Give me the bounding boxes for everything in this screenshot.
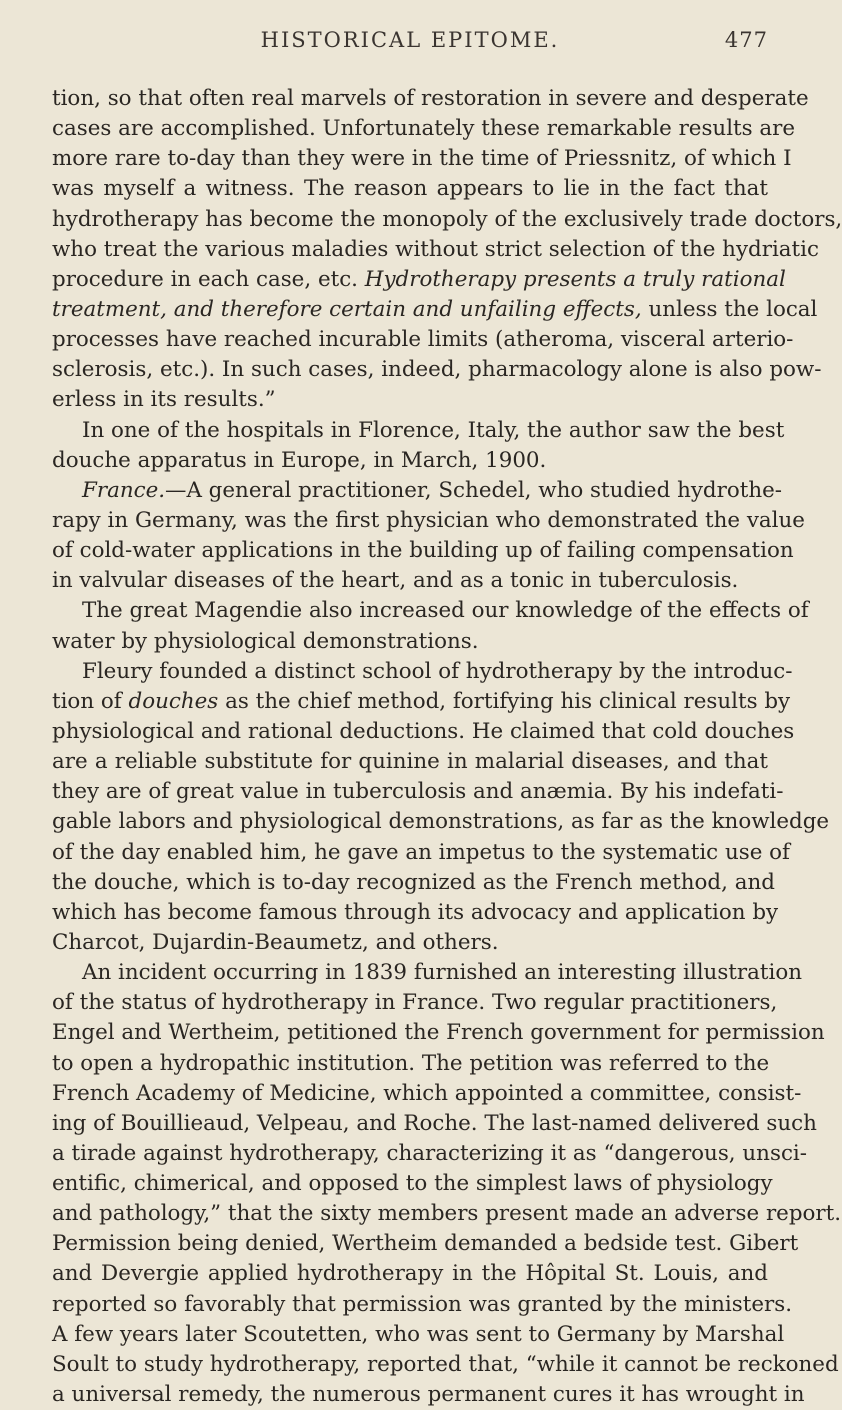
text-line: the douche, which is to-day recognized as the French method, and — [52, 869, 775, 895]
text-line: of cold-water applications in the building up of failing compensation — [52, 538, 794, 564]
text-line: to open a hydropathic institution. The petition was referred to the — [52, 1050, 770, 1076]
text-line: of the status of hydrotherapy in France. Two regular practitioners, — [52, 990, 778, 1016]
text-line: treatment, and therefore certain and unfailing effects, unless the local — [52, 296, 818, 322]
text-line: in valvular diseases of the heart, and as a tonic in tuberculosis. — [52, 568, 739, 594]
text-line: Engel and Wertheim, petitioned the French government for permission — [52, 1020, 825, 1046]
running-head — [52, 28, 768, 60]
italic-phrase: douches — [128, 688, 219, 714]
text-line: a tirade against hydrotherapy, characterizing it as “dangerous, unsci- — [52, 1140, 807, 1166]
text-line: hydrotherapy has become the monopoly of the exclusively trade doctors, — [52, 206, 842, 232]
text-line: ing of Bouillieaud, Velpeau, and Roche. The last-named delivered such — [52, 1110, 817, 1136]
text-line: sclerosis, etc.). In such cases, indeed, pharmacology alone is also pow- — [52, 357, 822, 383]
text-line: a universal remedy, the numerous permanent cures it has wrought in — [52, 1382, 805, 1408]
italic-phrase: treatment, and therefore certain and unfailing effects, — [52, 296, 642, 322]
text-line: In one of the hospitals in Florence, Italy, the author saw the best — [82, 417, 785, 443]
text-line: more rare to-day than they were in the time of Priessnitz, of which I — [52, 146, 792, 172]
text-line: and Devergie applied hydrotherapy in the Hôpital St. Louis, and — [52, 1261, 768, 1287]
running-title: HISTORICAL EPITOME. — [260, 28, 560, 52]
text-line: Permission being denied, Wertheim demanded a bedside test. Gibert — [52, 1231, 799, 1257]
text-line: which has become famous through its advocacy and application by — [52, 899, 779, 925]
text-line: water by physiological demonstrations. — [52, 628, 479, 654]
text-line: processes have reached incurable limits (atheroma, visceral arterio- — [52, 327, 794, 353]
text-line: tion of douches as the chief method, fortifying his clinical results by — [52, 688, 791, 714]
text-line: Soult to study hydrotherapy, reported that, “while it cannot be reckoned — [52, 1351, 839, 1377]
text-line: who treat the various maladies without strict selection of the hydriatic — [52, 236, 819, 262]
text-line: French Academy of Medicine, which appointed a committee, consist- — [52, 1080, 802, 1106]
text-line: they are of great value in tuberculosis and anæmia. By his indefati- — [52, 779, 784, 805]
italic-phrase: Hydrotherapy presents a truly rational — [364, 266, 786, 292]
text-line: and pathology,” that the sixty members present made an adverse report. — [52, 1201, 842, 1227]
section-heading: France. — [82, 477, 166, 503]
text-line: douche apparatus in Europe, in March, 1900. — [52, 447, 547, 473]
text-line: was myself a witness. The reason appears to lie in the fact that — [52, 176, 768, 202]
page-number: 477 — [724, 28, 768, 52]
text-line: The great Magendie also increased our knowledge of the effects of — [82, 598, 809, 624]
text-line: of the day enabled him, he gave an impetus to the systematic use of — [52, 839, 790, 865]
text-line: are a reliable substitute for quinine in malarial diseases, and that — [52, 749, 768, 775]
text-line: procedure in each case, etc. Hydrotherapy presents a truly rational — [52, 266, 786, 292]
text-line: gable labors and physiological demonstrations, as far as the knowledge — [52, 809, 830, 835]
text-line: rapy in Germany, was the first physician who demonstrated the value — [52, 507, 805, 533]
text-line: reported so favorably that permission was granted by the ministers. — [52, 1291, 793, 1317]
text-line: physiological and rational deductions. He claimed that cold douches — [52, 718, 795, 744]
text-line: An incident occurring in 1839 furnished an interesting illustration — [82, 960, 802, 986]
text-line: France.—A general practitioner, Schedel, who studied hydrothe- — [82, 477, 782, 503]
text-line: Charcot, Dujardin-Beaumetz, and others. — [52, 929, 499, 955]
text-line: Fleury founded a distinct school of hydrotherapy by the introduc- — [82, 658, 793, 684]
text-line: tion, so that often real marvels of restoration in severe and desperate — [52, 86, 809, 111]
text-line: entific, chimerical, and opposed to the simplest laws of physiology — [52, 1171, 773, 1197]
text-line: erless in its results.” — [52, 387, 276, 413]
text-line: cases are accomplished. Unfortunately these remarkable results are — [52, 116, 796, 142]
body-text — [52, 84, 842, 1410]
text-line: A few years later Scoutetten, who was sent to Germany by Marshal — [52, 1321, 785, 1347]
